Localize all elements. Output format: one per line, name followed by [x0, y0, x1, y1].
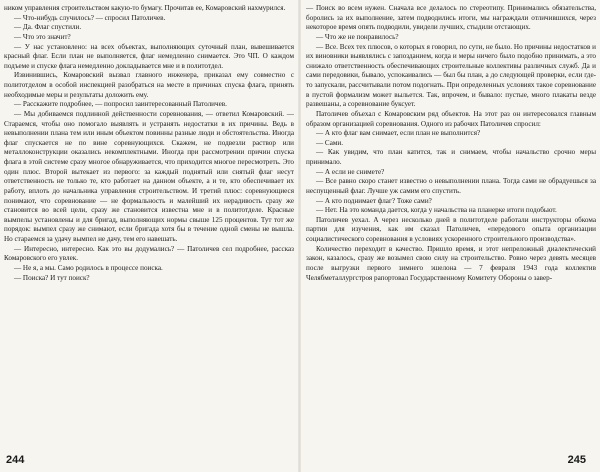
right-paragraph-10: — А кто поднимает флаг? Тоже сами?	[316, 196, 432, 205]
right-paragraph-9: — Все равно скоро станет известно о невыполнении плана. Тогда сами не обрадуешься за неспущенный флаг. Лучше уж самим его спустить.	[306, 177, 596, 195]
right-paragraph-4: Патоличев объехал с Комаровским ряд объектов. На этот раз он интересовался главным образом организацией соревнования. Одного из рабочих Патоличев спросил:	[306, 109, 596, 128]
left-page	[4, 4, 294, 466]
left-paragraph-9: — Интересно, интересно. Как это вы додумались? — Патоличев сел подробнее, рассказ Комаровского его увлек.	[4, 244, 294, 263]
left-paragraph-7: — Расскажите подробнее, — попросил заинтересованный Патоличев.	[14, 100, 227, 109]
left-paragraph-5: — У нас установлено: на всех объектах, выполняющих суточный план, вывешивается красный флаг. Если план не выполняется, флаг немедленно снимается. Это ЧП. О каждом подъеме и спуске флага немедленно докладывается мне и в политотдел.	[4, 42, 294, 70]
right-paragraph-5: — А кто флаг вам снимает, если план не выполнится?	[316, 129, 481, 138]
right-paragraph-7: — Как увидим, что план катится, так и снимаем, чтобы начальство срочно меры принимало.	[306, 148, 596, 166]
left-paragraph-3: — Да. Флаг спустили.	[14, 23, 82, 32]
right-paragraph-11: — Нет. На это команда дается, когда у начальства на планерке итоги подобьют.	[316, 206, 557, 215]
left-paragraph-4: — Что это значит?	[14, 32, 71, 41]
right-paragraph-6: — Сами.	[316, 138, 343, 147]
right-paragraph-3: — Все. Всех тех плюсов, о которых я говорил, по сути, не было. Но причины недостатков и их виновники выявлялись с запозданием, когда и меры ничего было подобно принимать, а это снижало ответственность обеспечивающих строительные коллективы различных служб. Да и сами передовики, бывало, успокаивались — был бы план, а до следующей проверки, если где-то запускали, рассчитывали потом подогнать. При определенных условиях такое соревнование в пустой формализм может выльется. Так, впрочем, и бывало: пустые, много плакаты везде развешаны, а соревнование буксует.	[306, 42, 596, 109]
book-gutter	[298, 0, 301, 472]
right-page-number: 245	[567, 454, 586, 466]
left-paragraph-2: — Что-нибудь случилось? — спросил Патоличев.	[14, 13, 166, 22]
left-paragraph-6: Извинившись, Комаровский вызвал главного инженера, приказал ему совместно с политотделом в особой инспекцией разобраться на месте в причинах спуска флага, принять необходимые меры и результаты доложить ему.	[4, 71, 294, 99]
right-paragraph-12: Патоличев уехал. А через несколько дней в политотделе работали инструкторы обкома партии для изучения, как им сказал Патоличев, «передового опыта организации социалистического соревнования в условиях ускоренного строительного производства».	[306, 215, 596, 243]
right-page	[306, 4, 596, 466]
right-paragraph-13: Количество переходит в качество. Пришло время, и этот непреложный диалектический закон, казалось, сразу же возымел свою силу на строительство. Ровно через девять месяцев после выгрузки первого зимнего эшелона — 7 февраля 1943 года коллектив Челябметаллургстроя рапортовал Государственному Комитету Обороны о завер-	[306, 244, 596, 282]
left-paragraph-10: — Не я, а мы. Само родилось в процессе поиска.	[14, 263, 163, 272]
left-paragraph-1: ником управления строительством какую-то бумагу. Прочитав ее, Комаровский нахмурился.	[4, 4, 286, 12]
left-paragraph-11: — Поиска? И тут поиск?	[14, 273, 90, 282]
right-paragraph-8: — А если не снимете?	[316, 167, 385, 176]
left-page-number: 244	[6, 454, 25, 466]
right-paragraph-2: — Что же не понравилось?	[316, 32, 399, 41]
left-paragraph-8: — Мы добиваемся подлинной действенности соревнования, — ответил Комаровский. — Стараемся, чтобы оно помогало выявлять и устранять недостатки в их причины. Ведь в невыполнении плана тем или иным объектом повинны разные люди и обстоятельства. Иногда флаг спускается не по вине соревнующихся. Скажем, не подвезли раствор или металлоконструкции оказались некомплектными. Иногда при рассмотрении причин спуска флага в этой системе сразу многое обнаруживается, что приходится многое пересмотреть. Это один плюс. Второй вытекает из первого: за каждый поднятый или снятый флаг несут ответственность не только те, кто работает на данном объекте, а и те, кто обеспечивает их работу, вплоть до начальника управления строительством. И третий плюс: соревнующиеся понимают, что соревнование — не формальность и малейший их нерадивость сразу же становится во всей цели, сразу же становится известна мне и в политотделе. Красные вымпелы установлены и для бригад, выполняющих нормы свыше 125 процентов. Тут тот же порядок: вымпел сразу же снимают, если бригада хотя бы в течение одной смены не вышла. Но стараемся за удачу вымпел не дачу, тем его навешать.	[4, 109, 294, 243]
right-paragraph-1: — Поиск во всем нужен. Сначала все делалось по стереотипу. Принимались обязательства, боролись за их выполнение, затем подводились итоги, мы награждали отличившихся, через некоторое время опять подводили, увидели лучших, стыдили отстающих.	[306, 4, 596, 32]
